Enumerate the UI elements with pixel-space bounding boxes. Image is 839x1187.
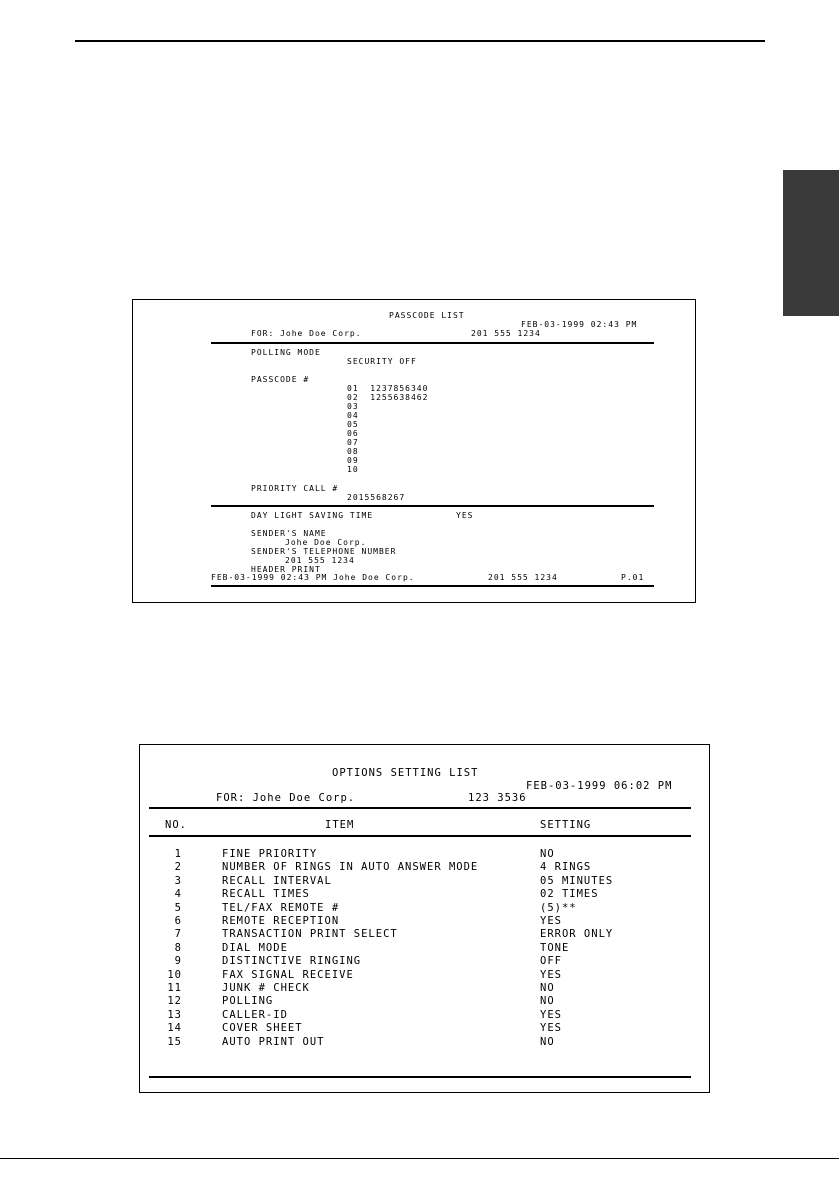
option-no: 14 (167, 1022, 182, 1035)
option-setting: 4 RINGS (540, 861, 592, 874)
option-setting: YES (540, 968, 562, 981)
option-no: 13 (167, 1008, 182, 1021)
passcode-rule-2 (211, 505, 654, 507)
options-rule-3 (149, 1076, 691, 1078)
top-rule (75, 40, 765, 42)
option-no: 9 (174, 955, 182, 968)
option-setting: YES (540, 915, 562, 927)
passcode-rule-1 (211, 342, 654, 344)
passcode-entry: 09 (347, 456, 359, 465)
option-no: 3 (174, 874, 182, 887)
option-setting: NO (540, 1035, 555, 1048)
option-item: TEL/FAX REMOTE # (222, 901, 340, 914)
options-rule-2 (149, 835, 691, 837)
passcode-for-label: FOR: Johe Doe Corp. (251, 329, 362, 338)
passcode-entry: 01 1237856340 (347, 384, 429, 393)
passcode-entry: 04 (347, 411, 359, 420)
priority-call-value: 2015568267 (347, 493, 406, 502)
option-no: 5 (174, 901, 182, 914)
sender-phone-value: 201 555 1234 (285, 556, 355, 565)
option-item: FAX SIGNAL RECEIVE (222, 968, 354, 981)
option-item: TRANSACTION PRINT SELECT (222, 928, 398, 941)
passcode-entry: 07 (347, 438, 359, 447)
option-no: 7 (174, 928, 182, 941)
passcode-entry: 03 (347, 402, 359, 411)
option-setting: YES (540, 1022, 562, 1035)
col-item-header: ITEM (325, 819, 355, 831)
sender-name-label: SENDER'S NAME (251, 529, 327, 538)
option-setting: NO (540, 995, 555, 1008)
passcode-rule-3 (211, 585, 654, 587)
passcode-datetime: FEB-03-1999 02:43 PM (521, 320, 638, 329)
daylight-value: YES (456, 511, 474, 520)
option-no: 2 (174, 861, 182, 874)
bottom-rule (0, 1158, 839, 1159)
option-no: 6 (174, 915, 182, 927)
passcode-entry: 02 1255638462 (347, 393, 429, 402)
options-title: OPTIONS SETTING LIST (332, 767, 479, 779)
options-for-phone: 123 3536 (468, 792, 527, 804)
options-setting-list-report (139, 744, 710, 1093)
option-item: JUNK # CHECK (222, 982, 310, 994)
option-item: POLLING (222, 995, 274, 1008)
passcode-entry: 05 (347, 420, 359, 429)
option-item: RECALL INTERVAL (222, 874, 332, 887)
passcode-entry: 06 (347, 429, 359, 438)
option-no: 8 (174, 941, 182, 954)
footer-left: FEB-03-1999 02:43 PM Johe Doe Corp. (211, 573, 415, 582)
option-setting: NO (540, 848, 555, 860)
option-item: CALLER-ID (222, 1008, 288, 1021)
passcode-title: PASSCODE LIST (389, 311, 465, 320)
option-no: 10 (167, 968, 182, 981)
polling-mode-value: SECURITY OFF (347, 357, 417, 366)
col-setting-header: SETTING (540, 819, 592, 831)
option-no: 1 (174, 848, 182, 860)
polling-mode-label: POLLING MODE (251, 348, 321, 357)
option-item: RECALL TIMES (222, 888, 310, 901)
sender-name-value: Johe Doe Corp. (285, 538, 367, 547)
options-for-label: FOR: Johe Doe Corp. (216, 792, 356, 804)
option-item: COVER SHEET (222, 1022, 303, 1035)
passcode-list-report (132, 299, 696, 603)
option-item: REMOTE RECEPTION (222, 915, 340, 927)
option-setting: OFF (540, 955, 562, 968)
chapter-tab (783, 170, 839, 316)
option-no: 12 (167, 995, 182, 1008)
option-item: DISTINCTIVE RINGING (222, 955, 362, 968)
option-item: NUMBER OF RINGS IN AUTO ANSWER MODE (222, 861, 479, 874)
passcode-for-phone: 201 555 1234 (471, 329, 541, 338)
priority-call-label: PRIORITY CALL # (251, 484, 339, 493)
option-setting: 02 TIMES (540, 888, 599, 901)
option-setting: ERROR ONLY (540, 928, 614, 941)
option-setting: 05 MINUTES (540, 874, 614, 887)
option-no: 4 (174, 888, 182, 901)
sender-phone-label: SENDER'S TELEPHONE NUMBER (251, 547, 397, 556)
option-setting: YES (540, 1008, 562, 1021)
passcode-entry: 08 (347, 447, 359, 456)
footer-page: P.01 (621, 573, 645, 582)
option-item: DIAL MODE (222, 941, 288, 954)
options-rule-1 (149, 807, 691, 809)
option-no: 15 (167, 1035, 182, 1048)
passcode-label: PASSCODE # (251, 375, 310, 384)
option-item: AUTO PRINT OUT (222, 1035, 325, 1048)
option-setting: (5)** (540, 901, 577, 914)
col-no-header: NO. (165, 819, 187, 831)
passcode-entry: 10 (347, 465, 359, 474)
header-print-label: HEADER PRINT (251, 565, 321, 574)
option-setting: TONE (540, 941, 570, 954)
option-setting: NO (540, 982, 555, 994)
daylight-label: DAY LIGHT SAVING TIME (251, 511, 374, 520)
option-item: FINE PRIORITY (222, 848, 318, 860)
footer-phone: 201 555 1234 (488, 573, 558, 582)
options-datetime: FEB-03-1999 06:02 PM (526, 780, 673, 792)
option-no: 11 (167, 982, 182, 994)
